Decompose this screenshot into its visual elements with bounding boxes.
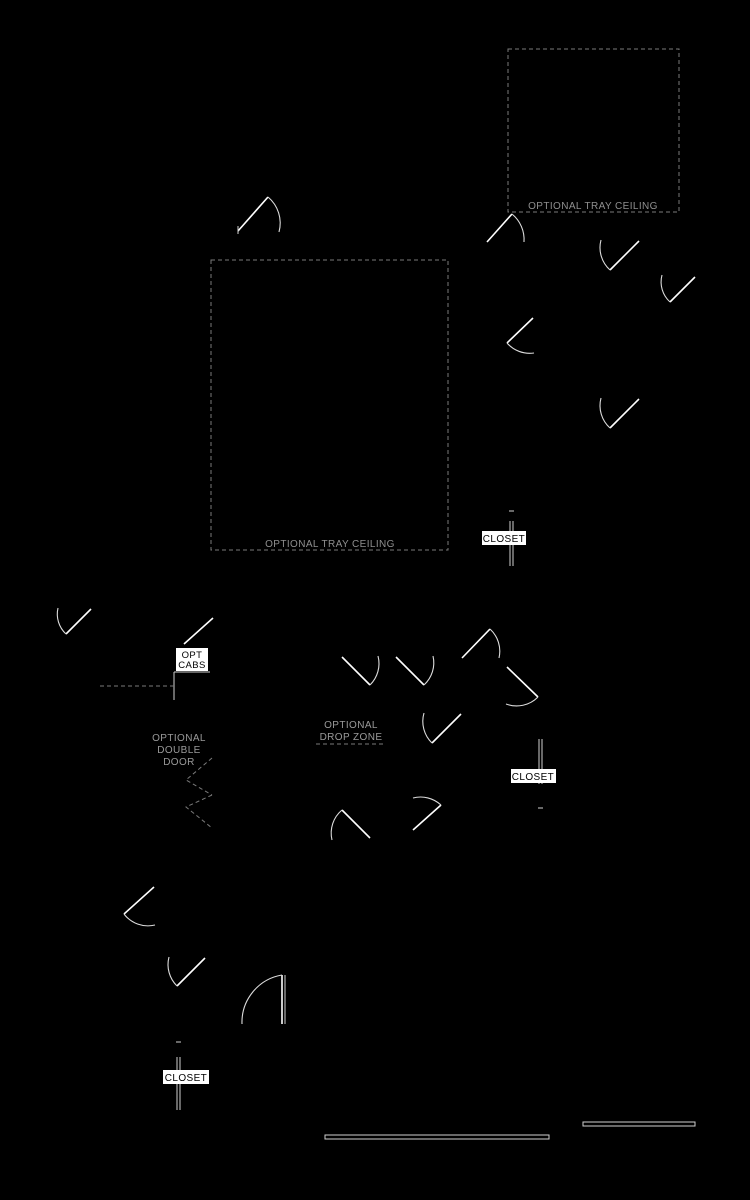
door-swing xyxy=(600,240,639,270)
door-swing xyxy=(331,810,370,840)
tray-ceiling-label-main: OPTIONAL TRAY CEILING xyxy=(265,539,395,550)
closet-label: CLOSET xyxy=(164,1073,208,1084)
closet-label: CLOSET xyxy=(482,534,526,545)
door-swing xyxy=(342,656,379,685)
closet-label: CLOSET xyxy=(511,772,555,783)
door-swing xyxy=(242,975,285,1024)
double-door-line-3: DOOR xyxy=(163,757,195,768)
door-swing xyxy=(396,656,434,685)
door-swing xyxy=(184,618,213,644)
drop-zone-line-2: DROP ZONE xyxy=(319,732,383,743)
double-door-line-1: OPTIONAL xyxy=(152,733,206,744)
door-swing xyxy=(661,275,695,302)
closet-lower xyxy=(163,1042,209,1110)
door-swing xyxy=(57,608,91,634)
closet-upper xyxy=(482,511,526,566)
door-swing xyxy=(413,797,441,830)
tray-ceiling-upper-right xyxy=(508,49,679,212)
opt-cabs-line-2: CABS xyxy=(178,660,206,671)
door-swing xyxy=(124,887,155,926)
closet-mid xyxy=(511,739,556,808)
opt-cabs xyxy=(100,648,210,700)
door-swing xyxy=(168,957,205,986)
door-swing xyxy=(462,629,500,658)
door-swing xyxy=(423,713,461,743)
optional-drop-zone xyxy=(316,720,386,744)
tray-ceiling-label-upper: OPTIONAL TRAY CEILING xyxy=(528,201,658,212)
optional-double-door xyxy=(152,733,212,828)
door-swing xyxy=(487,214,524,242)
tray-ceiling-main xyxy=(211,260,448,550)
drop-zone-line-1: OPTIONAL xyxy=(324,720,378,731)
opt-cabs-line-1: OPT xyxy=(181,650,203,661)
double-door-line-2: DOUBLE xyxy=(157,745,201,756)
door-swing xyxy=(600,398,639,428)
door-swing xyxy=(238,197,280,234)
bottom-walls xyxy=(325,1122,695,1139)
door-swing xyxy=(507,318,534,353)
door-swings xyxy=(57,197,695,1024)
door-swing xyxy=(506,667,538,706)
